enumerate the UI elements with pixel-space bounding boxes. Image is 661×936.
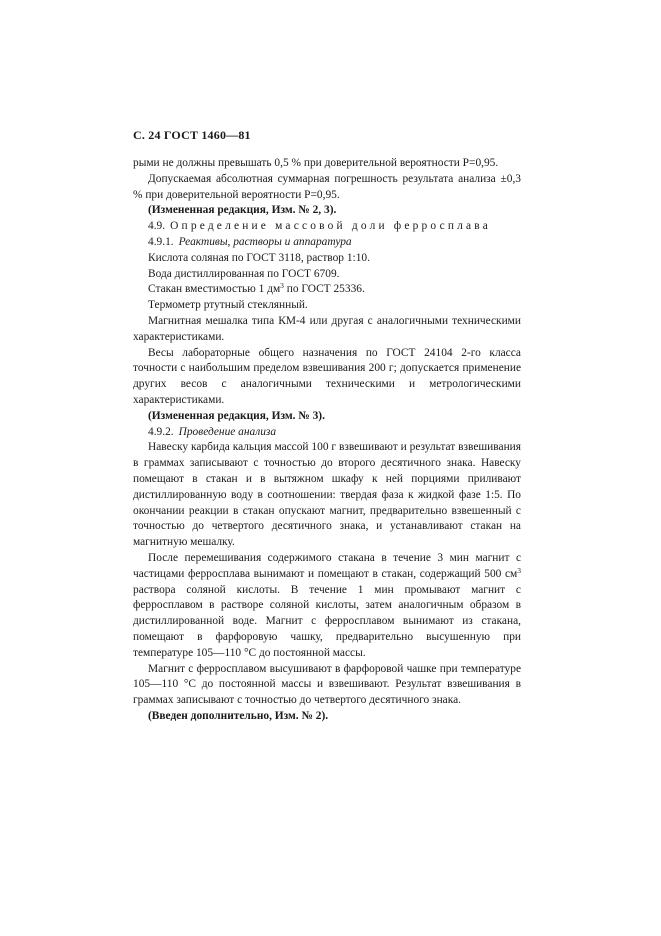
paragraph-procedure-2 (133, 551, 521, 662)
list-item: Магнитная мешалка типа КМ-4 или другая с аналогичными техническими характеристиками. (133, 314, 521, 343)
section-title: Реактивы, растворы и аппаратура (178, 235, 352, 248)
list-item (133, 282, 521, 298)
paragraph-error-limit: Допускаемая абсолютная суммарная погрешность результата анализа ±0,3 % при доверительной вероятности Р=0,95. (133, 172, 521, 201)
paragraph-text: раствора соляной кислоты. В течение 1 мин промывают магнит с ферросплавом в растворе соляной кислоты, затем аналогичным образом в дистиллированной воде. Магнит с ферросплавом вынимают из стакана, помещают в фарфоровую чашку, предварительно высушенную при температуре 105—110 °С до постоянной массы. (133, 583, 521, 659)
superscript: 3 (517, 565, 521, 575)
paragraph-procedure-1: Навеску карбида кальция массой 100 г взвешивают и результат взвешивания в граммах записывают с точностью до второго десятичного знака. Навеску помещают в стакан и в вытяжном шкафу к ней порциями приливают дистиллированную воду в соотношении: твердая фаза к жидкой фазе 1:5. По окончании реакции в стакан опускают магнит, предварительно взвешенный с точностью до четвертого десятичного знака, и устанавливают стакан на магнитную мешалку. (133, 441, 521, 549)
paragraph-procedure-3: Магнит с ферросплавом высушивают в фарфоровой чашке при температуре 105—110 °С до постоянной массы и взвешивают. Результат взвешивания в граммах записывают с точностью до четвертого десятичного знака. (133, 662, 521, 707)
section-number: 4.9.2. (148, 425, 174, 438)
section-title: Определение массовой доли ферросплава (170, 220, 491, 233)
superscript: 3 (280, 281, 284, 291)
list-item-text: по ГОСТ 25336. (283, 283, 365, 296)
page-header: С. 24 ГОСТ 1460—81 (133, 128, 251, 142)
revision-note: (Введен дополнительно, Изм. № 2). (148, 709, 329, 722)
paragraph-continuation: рыми не должны превышать 0,5 % при доверительной вероятности Р=0,95. (133, 157, 499, 169)
document-body (133, 156, 521, 725)
revision-note: (Измененная редакция, Изм. № 3). (148, 409, 325, 422)
list-item: Весы лабораторные общего назначения по ГОСТ 24104 2-го класса точности с наибольшим пределом взвешивания 200 г; допускается применение других весов с аналогичными техническими и метрологическими характеристиками. (133, 346, 521, 406)
paragraph-text: После перемешивания содержимого стакана в течение 3 мин магнит с частицами ферросплава вынимают и помещают в стакан, содержащий 500 см (133, 551, 521, 580)
list-item: Кислота соляная по ГОСТ 3118, раствор 1:10. (148, 251, 370, 264)
list-item: Вода дистиллированная по ГОСТ 6709. (148, 267, 340, 280)
revision-note: (Измененная редакция, Изм. № 2, 3). (148, 204, 337, 217)
section-number: 4.9. (148, 220, 166, 233)
section-4-9-heading (133, 219, 521, 235)
section-number: 4.9.1. (148, 235, 174, 248)
list-item-text: Стакан вместимостью 1 дм (148, 283, 281, 296)
section-4-9-2-heading (133, 425, 521, 441)
list-item: Термометр ртутный стеклянный. (148, 299, 308, 312)
section-4-9-1-heading (133, 235, 521, 251)
section-title: Проведение анализа (178, 425, 277, 438)
